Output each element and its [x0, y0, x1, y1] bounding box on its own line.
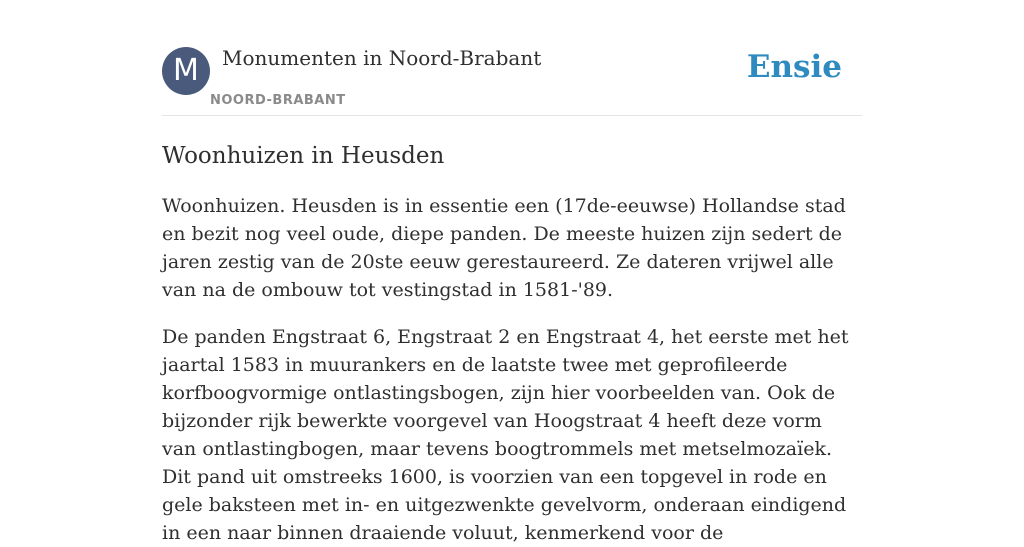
avatar[interactable]: M [162, 47, 210, 95]
article-paragraph-2: De panden Engstraat 6, Engstraat 2 en Engstraat 4, het eerste met het jaartal 1583 in muurankers en de laatste twee met geprofileerde korfboogvormige ontlastingsbogen, zijn hier voorbeelden van. Ook de bijzonder rijk bewerkte voorgevel van Hoogstraat 4 heeft deze vorm van ontlastingbogen, maar tevens boogtrommels met metselmozaïek. Dit pand uit omstreeks 1600, is voorzien van een topgevel in rode en gele baksteen met in- en uitgezwenkte gevelvorm, onderaan eindigend in een naar binnen draaiende voluut, kenmerkend voor de [162, 326, 849, 544]
article-page [162, 0, 862, 544]
collection-header [162, 0, 862, 116]
collection-title-link[interactable]: Monumenten in Noord-Brabant [222, 46, 542, 70]
brand-logo[interactable]: Ensie [746, 49, 842, 85]
article-paragraph-1: Woonhuizen. Heusden is in essentie een (17de-eeuwse) Hollandse stad en bezit nog veel oude, diepe panden. De meeste huizen zijn sedert de jaren zestig van de 20ste eeuw gerestaureerd. Ze dateren vrijwel alle van na de ombouw tot vestingstad in 1581-'89. [162, 195, 846, 301]
article-title: Woonhuizen in Heusden [162, 143, 445, 169]
region-label[interactable]: NOORD-BRABANT [210, 93, 346, 108]
